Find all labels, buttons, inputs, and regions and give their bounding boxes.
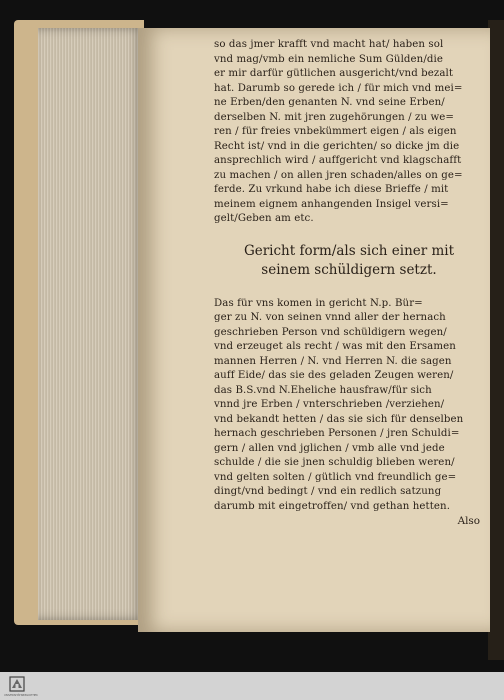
text-line: Das für vns komen in gericht N.p. Bür= (214, 297, 423, 309)
text-line: gelt/Geben am etc. (214, 213, 314, 224)
catchword: Also (457, 515, 480, 527)
text-line: vnd gelten solten / gütlich vnd freundlich ge= (214, 471, 457, 483)
page-edges (38, 28, 144, 620)
text-line: ren / für freies vnbekümmert eigen / als eigen (214, 126, 457, 137)
heading-line: Gericht form/als sich einer mit (243, 242, 455, 259)
text-line: schulde / die sie jnen schuldig blieben weren/ (214, 457, 455, 468)
text-line: so das jmer krafft vnd macht hat/ haben sol (214, 39, 444, 50)
text-line: vnnd jre Erben / vnterschrieben /verziehen/ (214, 399, 445, 410)
text-line: dingt/vnd bedingt / vnd ein redlich satzung (214, 486, 442, 497)
text-line: ger zu N. von seinen vnnd aller der hernach (214, 312, 446, 323)
text-line: zu machen / on allen jren schaden/alles on ge= (214, 169, 463, 181)
printed-page (138, 28, 490, 632)
logo-text: UNIVERSITÄTSBIBLIOTHEK (4, 694, 38, 697)
text-line: das B.S.vnd N.Eheliche hausfraw/für sich (214, 384, 432, 396)
text-line: ne Erben/den genanten N. vnd seine Erben/ (214, 97, 445, 108)
text-line: auff Eide/ das sie des geladen Zeugen weren/ (214, 370, 454, 381)
text-line: mannen Herren / N. vnd Herren N. die sagen (214, 355, 452, 367)
text-line: er mir darfür gütlichen ausgericht/vnd bezalt (214, 68, 454, 79)
section-heading (214, 242, 484, 280)
text-line: geschrieben Person vnd schüldigern wegen/ (214, 326, 447, 338)
text-line: hat. Darumb so gerede ich / für mich vnd mei= (214, 82, 463, 94)
text-line: meinem eignem anhangenden Insigel versi= (214, 198, 449, 210)
text-block (214, 38, 484, 528)
text-line: darumb mit eingetroffen/ vnd gethan hetten. (214, 500, 451, 512)
text-line: vnd erzeuget als recht / was mit den Ersamen (214, 341, 456, 352)
paragraph-closing (214, 38, 484, 227)
footer-bar (0, 672, 504, 700)
text-line: gern / allen vnd jglichen / vmb alle vnd jede (214, 442, 445, 454)
text-line: Recht ist/ vnd in die gerichten/ so dicke jm die (214, 140, 460, 152)
text-line: vnd bekandt hetten / das sie sich für denselben (214, 413, 464, 425)
cover-board (488, 20, 504, 660)
text-line: hernach geschrieben Personen / jren Schuldi= (214, 428, 460, 439)
text-line: derselben N. mit jren zugehörungen / zu we= (214, 111, 455, 123)
heading-line: seinem schüldigern setzt. (261, 261, 437, 278)
text-line: ansprechlich wird / auffgericht vnd klagschafft (214, 155, 462, 166)
text-line: ferde. Zu vrkund habe ich diese Brieffe / mit (214, 184, 449, 195)
text-line: vnd mag/vmb ein nemliche Sum Gülden/die (214, 53, 443, 65)
paragraph-court-form (214, 297, 484, 515)
